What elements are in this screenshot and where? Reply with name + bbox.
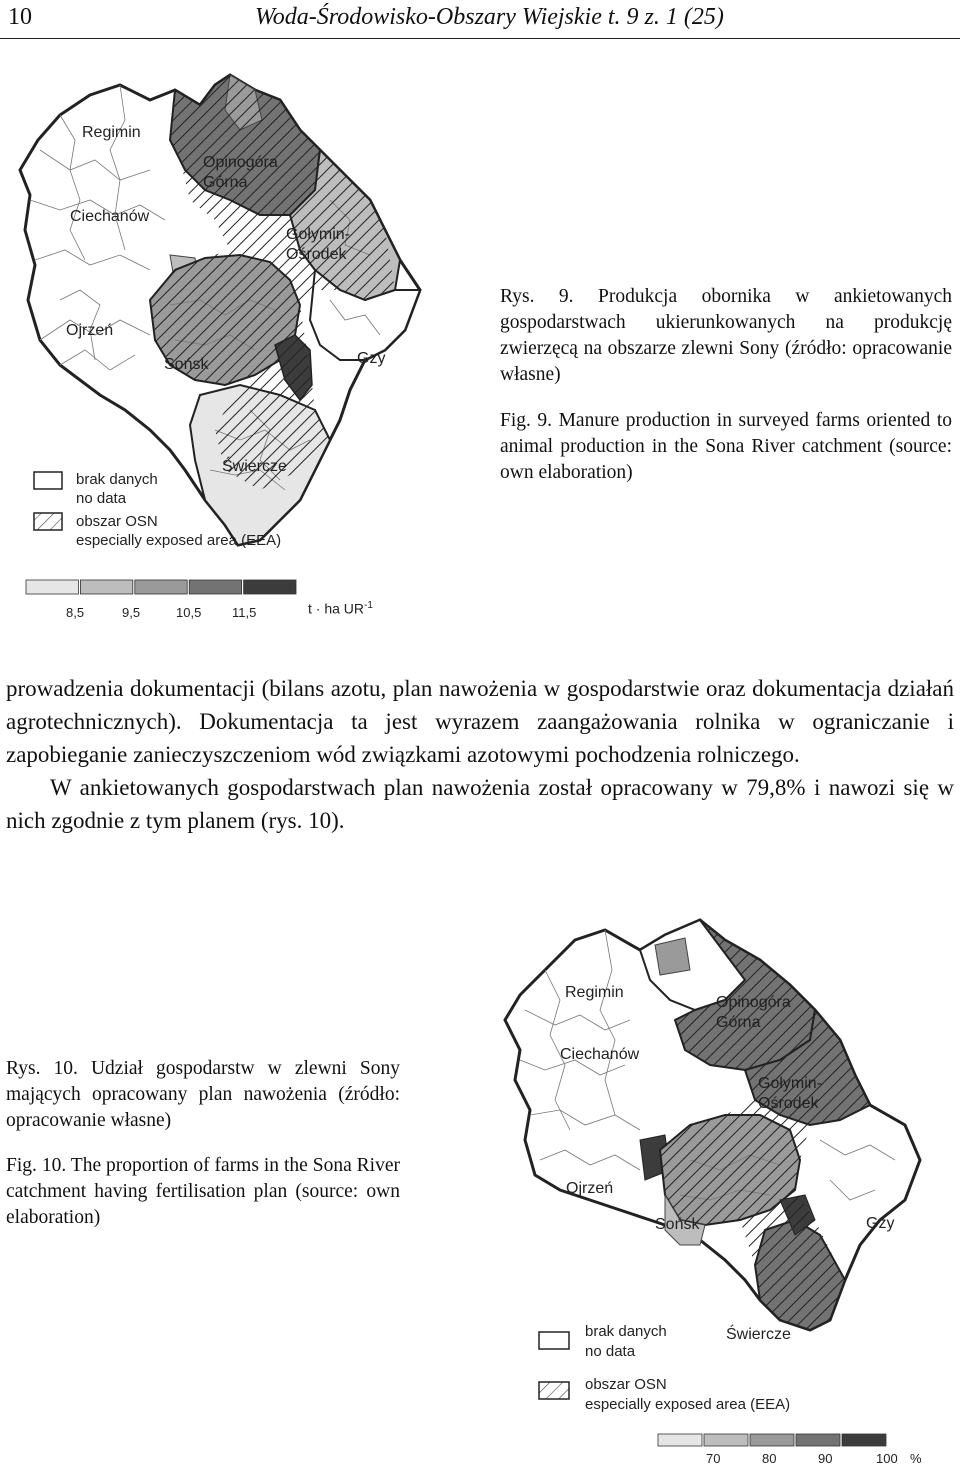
fig9-scale-unit-exp: -1 — [364, 600, 373, 611]
fig9-caption-en: Fig. 9. Manure production in surveyed farms oriented to animal production in the Sona River catchment (source: own elaboration) — [500, 410, 952, 483]
body-paragraph-2: W ankietowanych gospodarstwach plan nawożenia został opracowany w 79,8% i nawozi się w nich zgodnie z tym planem (rys. 10). — [6, 775, 954, 833]
fig10-label-sonsk: Sońsk — [655, 1216, 700, 1233]
body-text — [6, 672, 954, 837]
fig10-scale-class-3 — [750, 1434, 794, 1446]
fig10-scale-tick-4: 100 — [876, 1451, 898, 1466]
fig9-colour-scale — [26, 580, 306, 596]
fig10-caption-pl: Rys. 10. Udział gospodarstw w zlewni Sony mających opracowany plan nawożenia (źródło: opracowanie własne) — [6, 1058, 400, 1131]
page-number: 10 — [8, 4, 32, 30]
fig10-scale-class-1 — [658, 1434, 702, 1446]
fig9-label-gorna: Górna — [203, 174, 248, 191]
fig10-label-ojrzen: Ojrzeń — [566, 1180, 614, 1197]
fig9-scale-tick-1: 8,5 — [66, 605, 85, 620]
fig10-scale-unit: % — [910, 1451, 922, 1466]
fig10-caption-en: Fig. 10. The proportion of farms in the Sona River catchment having fertilisation plan (source: own elaboration) — [6, 1155, 400, 1228]
fig10-legend-osn-swatch — [539, 1382, 569, 1399]
fig9-scale-class-1 — [26, 580, 78, 594]
fig9-label-opinogora: Opinogóra — [203, 154, 278, 171]
fig10-label-ciechanow: Ciechanów — [560, 1046, 640, 1063]
fig9-legend-osn-pl: obszar OSN — [76, 513, 158, 530]
fig9-legend-nodata-pl: brak danych — [76, 471, 158, 488]
fig9-scale-tick-2: 9,5 — [122, 605, 141, 620]
fig9-label-golymin: Gołymin- — [286, 226, 351, 243]
fig9-label-osrodek: Ośrodek — [286, 246, 347, 263]
fig9-scale-class-3 — [135, 580, 187, 594]
fig9-legend-osn-swatch — [34, 513, 62, 530]
fig9-label-swiercze: Świercze — [222, 458, 287, 475]
fig9-scale-tick-3: 10,5 — [176, 605, 202, 620]
running-header: Woda-Środowisko-Obszary Wiejskie t. 9 z. 1 (25) — [255, 4, 724, 30]
figure10-map — [0, 900, 960, 1460]
fig10-colour-scale — [658, 1434, 890, 1448]
body-paragraph-1: prowadzenia dokumentacji (bilans azotu, plan nawożenia w gospodarstwie oraz dokumentacja działań agrotechnicznych). Dokumentacja ta jest wyrazem zaangażowania rolnika w ograniczanie i zapobieganie zanieczyszczeniom wód związkami azotowymi pochodzenia rolniczego. — [6, 676, 954, 767]
fig9-label-gzy: Gzy — [357, 350, 386, 367]
fig10-label-opinogora: Opinogóra — [716, 994, 791, 1011]
fig9-scale-class-2 — [80, 580, 132, 594]
fig10-scale-class-4 — [796, 1434, 840, 1446]
fig9-label-regimin: Regimin — [82, 124, 141, 141]
fig9-scale-class-5 — [244, 580, 296, 594]
fig10-label-golymin: Gołymin- — [758, 1075, 823, 1092]
fig10-scale-tick-1: 70 — [706, 1451, 721, 1466]
fig10-legend-nodata-en: no data — [585, 1343, 636, 1360]
fig10-legend-swatches — [538, 1330, 578, 1400]
fig10-scale-tick-2: 80 — [762, 1451, 777, 1466]
fig9-scale-tick-4: 11,5 — [232, 605, 257, 620]
fig9-label-ciechanow: Ciechanów — [70, 208, 150, 225]
fig9-scale-class-4 — [189, 580, 241, 594]
fig10-label-regimin: Regimin — [565, 984, 624, 1001]
fig10-legend-nodata-swatch — [539, 1332, 569, 1349]
fig10-legend-osn-pl: obszar OSN — [585, 1376, 667, 1393]
fig9-legend-swatches — [33, 470, 73, 530]
fig9-label-sonsk: Sońsk — [164, 356, 209, 373]
fig10-label-gorna: Górna — [716, 1014, 761, 1031]
fig10-scale-tick-3: 90 — [818, 1451, 833, 1466]
fig10-region-opinogora-light — [655, 938, 690, 975]
fig9-legend-nodata-en: no data — [76, 490, 127, 507]
fig10-scale-class-5 — [842, 1434, 886, 1446]
fig10-scale-class-2 — [704, 1434, 748, 1446]
fig9-legend-nodata-swatch — [34, 472, 62, 489]
fig10-label-swiercze: Świercze — [726, 1326, 791, 1343]
fig10-label-gzy: Gzy — [866, 1215, 895, 1232]
fig9-legend-osn-en: especially exposed area (EEA) — [76, 532, 282, 549]
fig9-label-ojrzen: Ojrzeń — [66, 322, 114, 339]
fig10-legend-nodata-pl: brak danych — [585, 1323, 667, 1340]
fig9-caption-pl: Rys. 9. Produkcja obornika w ankietowanych gospodarstwach ukierunkowanych na produkcję zwierzęcą na obszarze zlewni Sony (źródło: opracowanie własne) — [500, 286, 952, 385]
fig10-legend-osn-en: especially exposed area (EEA) — [585, 1396, 791, 1413]
fig9-scale-unit — [308, 600, 373, 617]
fig10-label-osrodek: Ośrodek — [758, 1095, 819, 1112]
fig9-scale-unit-text: t · ha UR — [308, 600, 365, 617]
